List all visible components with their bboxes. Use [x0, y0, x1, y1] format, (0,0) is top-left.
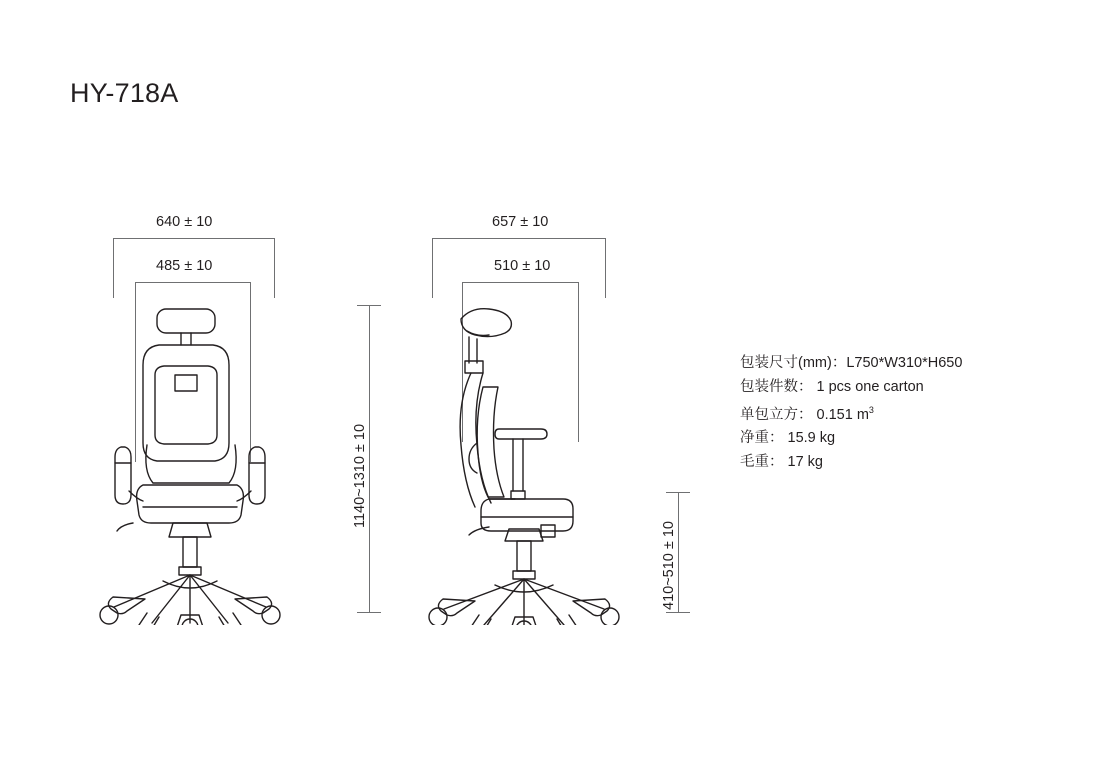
side-height-line [678, 492, 679, 612]
front-dim-top-label: 640 ± 10 [156, 214, 213, 230]
side-dim-second-label: 510 ± 10 [494, 258, 551, 274]
spec-volume-text: 单包立方： 0.151 m [740, 406, 869, 423]
spec-volume-superscript: 3 [868, 405, 874, 415]
chair-front-view-drawing [95, 295, 305, 625]
spec-volume [740, 399, 962, 427]
spec-net-weight: 净重： 15.9 kg [740, 430, 836, 447]
spec-package-size: 包装尺寸(mm)：L750*W310*H650 [740, 355, 963, 371]
spec-package-count: 包装件数： 1 pcs one carton [740, 378, 924, 395]
front-dim-second-line [135, 282, 250, 283]
side-height-label: 410~510 ± 10 [661, 521, 677, 610]
page-title: HY-718A [70, 78, 179, 108]
front-dim-top-line [113, 238, 274, 239]
side-dim-top-line [432, 238, 605, 239]
side-dim-second-line [462, 282, 578, 283]
side-ext-line-left [432, 238, 433, 298]
front-height-tick-bottom [357, 612, 381, 613]
side-dim-top-label: 657 ± 10 [492, 214, 549, 230]
front-height-line [369, 305, 370, 612]
front-height-tick-top [357, 305, 381, 306]
side-ext-line-right [605, 238, 606, 298]
chair-side-view-drawing [425, 295, 625, 625]
packaging-spec-list [740, 352, 962, 474]
spec-gross-weight: 毛重： 17 kg [740, 453, 823, 470]
side-height-tick-top [666, 492, 690, 493]
front-height-label: 1140~1310 ± 10 [352, 423, 368, 528]
front-ext-line-right [274, 238, 275, 298]
front-ext-line-left [113, 238, 114, 298]
front-dim-second-label: 485 ± 10 [156, 258, 213, 274]
side-height-tick-bottom [666, 612, 690, 613]
